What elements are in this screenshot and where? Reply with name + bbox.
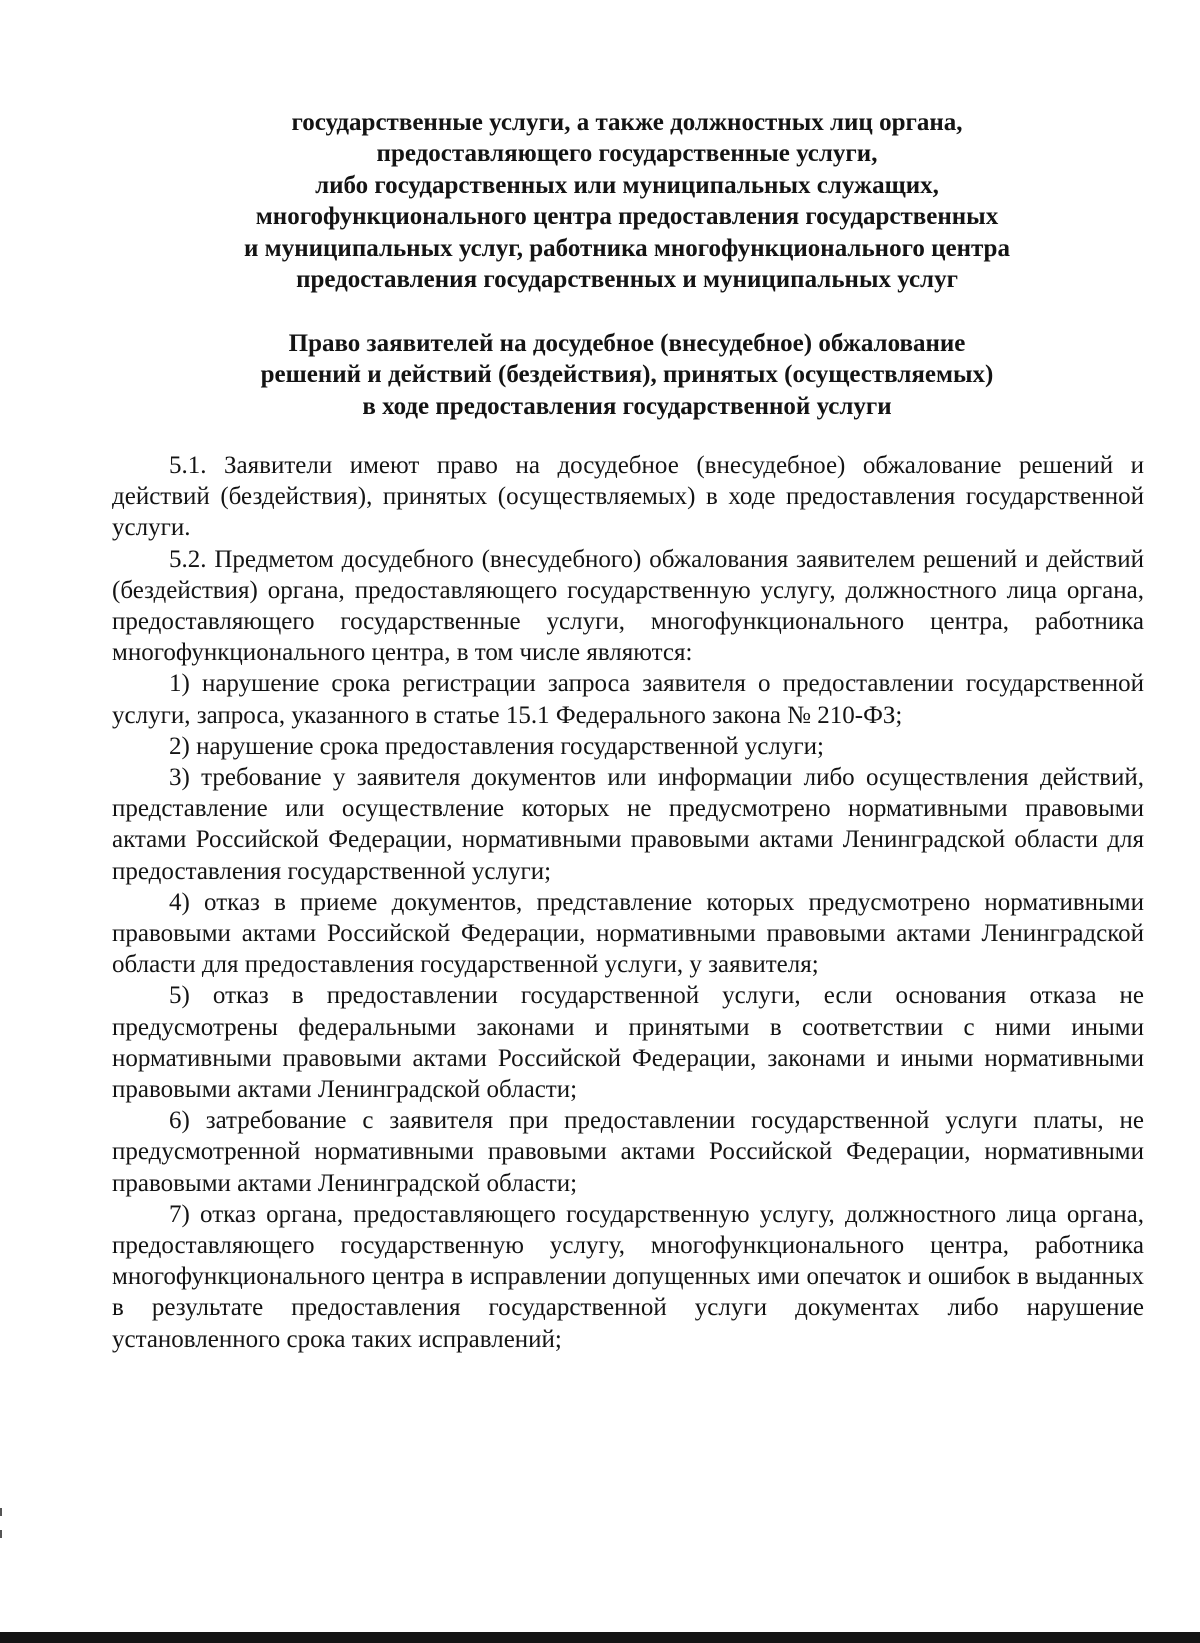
- list-item-3: 3) требование у заявителя документов или информации либо осуществления действий, представление или осуществление которых не предусмотрено нормативными правовыми актами Российской Федерации, нормативными правовыми актами Ленинградской области для предоставления государственной услуги;: [112, 764, 1144, 885]
- subsection-heading-line: Право заявителей на досудебное (внесудебное) обжалование: [288, 330, 966, 357]
- list-item-5: 5) отказ в предоставлении государственной услуги, если основания отказа не предусмотрены федеральными законами и принятыми в соответствии с ними иными нормативными правовыми актами Российской Федерации, законами и иными нормативными правовыми актами Ленинградской области;: [112, 982, 1144, 1104]
- list-item-4: 4) отказ в приеме документов, представление которых предусмотрено нормативными правовыми актами Российской Федерации, нормативными правовыми актами Ленинградской области для предоставления государственной услуги, у заявителя;: [112, 888, 1144, 979]
- paragraph-5-2: 5.2. Предметом досудебного (внесудебного) обжалования заявителем решений и действий (бездействия) органа, предоставляющего государственную услугу, должностного лица органа, предоставляющего государственные услуги, многофункционального центра, работника многофункционального центра, в том числе являются:: [112, 545, 1144, 667]
- section-heading-line: государственные услуги, а также должностных лиц органа,: [291, 109, 963, 136]
- section-heading-line: предоставления государственных и муниципальных услуг: [296, 266, 958, 294]
- section-heading-line: предоставляющего государственные услуги,: [376, 140, 878, 168]
- body-text: [112, 450, 1144, 1355]
- list-item-7: 7) отказ органа, предоставляющего государственную услугу, должностного лица органа, предоставляющего государственную услугу, многофункционального центра, работника многофункционального центра в исправлении допущенных ими опечаток и ошибок в выданных в результате предоставления государственной услуги документах либо нарушение установленного срока таких исправлений;: [112, 1200, 1144, 1353]
- section-heading-line: и муниципальных услуг, работника многофункционального центра: [244, 234, 1010, 262]
- subsection-heading-line: решений и действий (бездействия), принятых (осуществляемых): [260, 361, 994, 389]
- subsection-heading: [112, 328, 1142, 422]
- scan-edge-mark: [0, 1530, 2, 1538]
- section-heading-line: либо государственных или муниципальных служащих,: [315, 171, 939, 199]
- section-heading-line: многофункционального центра предоставления государственных: [255, 203, 999, 231]
- list-item-6: 6) затребование с заявителя при предоставлении государственной услуги платы, не предусмотренной нормативными правовыми актами Российской Федерации, нормативными правовыми актами Ленинградской области;: [112, 1107, 1144, 1197]
- paragraph-5-1: 5.1. Заявители имеют право на досудебное (внесудебное) обжалование решений и действий (бездействия), принятых (осуществляемых) в ходе предоставления государственной услуги.: [112, 452, 1144, 542]
- scan-edge-mark: [0, 1508, 2, 1516]
- list-item-1: 1) нарушение срока регистрации запроса заявителя о предоставлении государственной услуги, запроса, указанного в статье 15.1 Федерального закона № 210-ФЗ;: [112, 670, 1144, 729]
- list-item-2: 2) нарушение срока предоставления государственной услуги;: [169, 732, 824, 760]
- subsection-heading-line: в ходе предоставления государственной услуги: [362, 392, 892, 420]
- section-heading: [112, 107, 1142, 295]
- scan-bottom-border: [0, 1632, 1200, 1643]
